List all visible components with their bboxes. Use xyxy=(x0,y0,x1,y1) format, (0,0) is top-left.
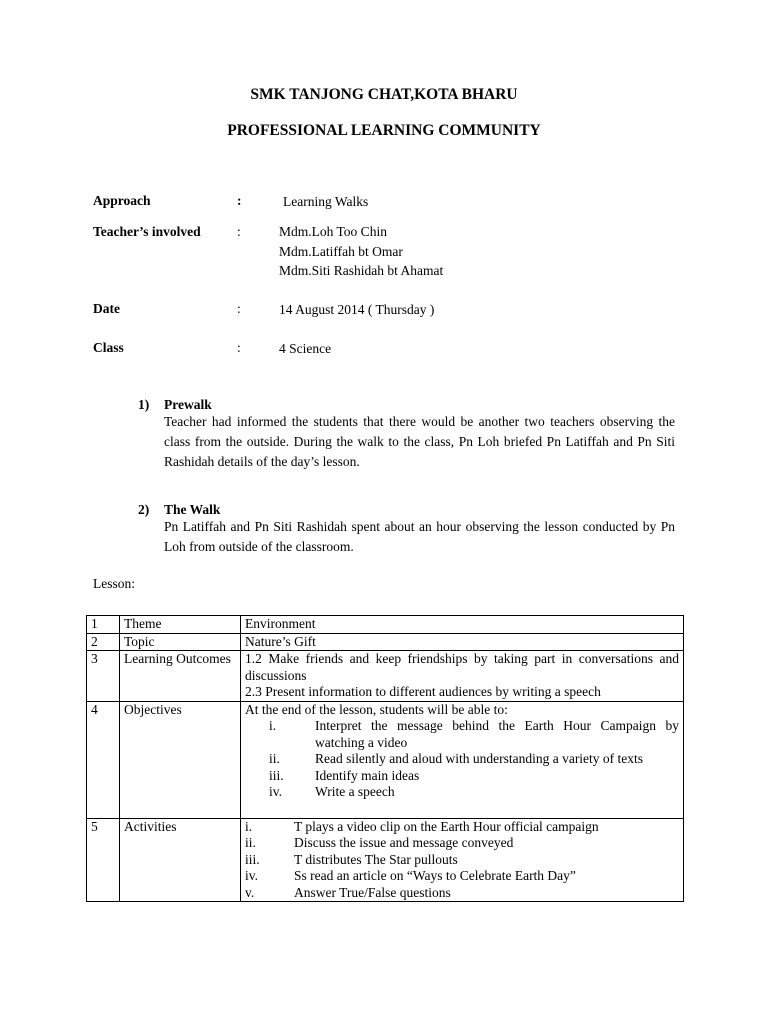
list-text: Discuss the issue and message conveyed xyxy=(294,835,514,850)
list-item xyxy=(245,768,679,785)
teachers-colon: : xyxy=(237,224,241,239)
row-value xyxy=(241,818,684,902)
section-title: Prewalk xyxy=(164,397,212,412)
table-row xyxy=(87,818,684,902)
list-marker: v. xyxy=(245,884,255,900)
list-text: Write a speech xyxy=(315,784,395,799)
row-value: Environment xyxy=(241,616,684,634)
lesson-label: Lesson: xyxy=(93,576,135,591)
list-text: T plays a video clip on the Earth Hour official campaign xyxy=(294,818,599,834)
table-row xyxy=(87,701,684,818)
objectives-intro: At the end of the lesson, students will be able to: xyxy=(245,701,508,717)
list-item xyxy=(245,784,679,801)
objectives-list xyxy=(245,718,679,801)
list-marker: i. xyxy=(269,718,277,733)
date-colon: : xyxy=(237,301,241,316)
class-value: 4 Science xyxy=(279,341,332,356)
section-title: The Walk xyxy=(164,502,221,517)
list-item xyxy=(245,852,679,869)
section-prewalk-body: Teacher had informed the students that there would be another two teachers observing the class from the outside. During the walk to the class, Pn Loh briefed Pn Latiffah and Pn Siti Rashidah details of the day’s lesson. xyxy=(164,414,675,469)
list-marker: iii. xyxy=(245,851,260,867)
learning-outcome: 1.2 Make friends and keep friendships by taking part in conversations and discussions xyxy=(245,651,679,683)
approach-label: Approach xyxy=(93,193,151,208)
section-walk-body: Pn Latiffah and Pn Siti Rashidah spent about an hour observing the lesson conducted by Pn Loh from outside of the classroom. xyxy=(164,519,675,554)
section-number: 2) xyxy=(138,502,150,517)
teachers-list xyxy=(279,222,443,281)
list-text: Ss read an article on “Ways to Celebrate Earth Day” xyxy=(294,868,576,883)
row-number: 1 xyxy=(87,616,120,634)
list-text: Read silently and aloud with understanding a variety of texts xyxy=(315,751,644,766)
approach-colon: : xyxy=(237,193,242,208)
class-label: Class xyxy=(93,340,124,355)
row-value: Nature’s Gift xyxy=(241,633,684,651)
teacher-name: Mdm.Latiffah bt Omar xyxy=(279,243,403,259)
class-colon: : xyxy=(237,340,241,355)
row-number: 5 xyxy=(87,818,120,902)
list-item xyxy=(245,819,679,836)
row-field: Objectives xyxy=(120,701,241,818)
row-value xyxy=(241,651,684,702)
row-field: Theme xyxy=(120,616,241,634)
list-item xyxy=(245,868,679,885)
date-value: 14 August 2014 ( Thursday ) xyxy=(279,302,435,317)
approach-value: Learning Walks xyxy=(283,194,369,209)
list-text: Answer True/False questions xyxy=(294,884,451,900)
activities-list xyxy=(245,819,679,902)
table-row xyxy=(87,616,684,634)
row-number: 3 xyxy=(87,651,120,702)
list-marker: i. xyxy=(245,818,253,834)
lesson-table xyxy=(86,615,684,902)
list-item xyxy=(245,718,679,751)
section-number: 1) xyxy=(138,397,150,412)
learning-outcome: 2.3 Present information to different audiences by writing a speech xyxy=(245,684,601,699)
row-value xyxy=(241,701,684,818)
row-number: 4 xyxy=(87,701,120,818)
table-row xyxy=(87,633,684,651)
list-marker: iv. xyxy=(269,784,282,799)
teacher-name: Mdm.Loh Too Chin xyxy=(279,224,387,239)
section-prewalk-heading xyxy=(138,397,212,413)
list-text: T distributes The Star pullouts xyxy=(294,851,458,867)
list-marker: ii. xyxy=(269,751,280,766)
list-item xyxy=(245,835,679,852)
row-number: 2 xyxy=(87,633,120,651)
row-field: Topic xyxy=(120,633,241,651)
row-field: Learning Outcomes xyxy=(120,651,241,702)
list-marker: ii. xyxy=(245,835,256,850)
school-name: SMK TANJONG CHAT,KOTA BHARU xyxy=(250,86,518,103)
row-field: Activities xyxy=(120,818,241,902)
table-row xyxy=(87,651,684,702)
date-label: Date xyxy=(93,301,120,316)
list-marker: iv. xyxy=(245,868,258,883)
list-text: Interpret the message behind the Earth Hour Campaign by watching a video xyxy=(315,718,679,750)
teacher-name: Mdm.Siti Rashidah bt Ahamat xyxy=(279,263,444,278)
section-walk-heading xyxy=(138,502,220,518)
teachers-label: Teacher’s involved xyxy=(93,224,201,239)
list-item xyxy=(245,751,679,768)
list-text: Identify main ideas xyxy=(315,767,420,783)
list-item xyxy=(245,885,679,902)
document-title: PROFESSIONAL LEARNING COMMUNITY xyxy=(227,122,541,139)
list-marker: iii. xyxy=(269,767,284,783)
